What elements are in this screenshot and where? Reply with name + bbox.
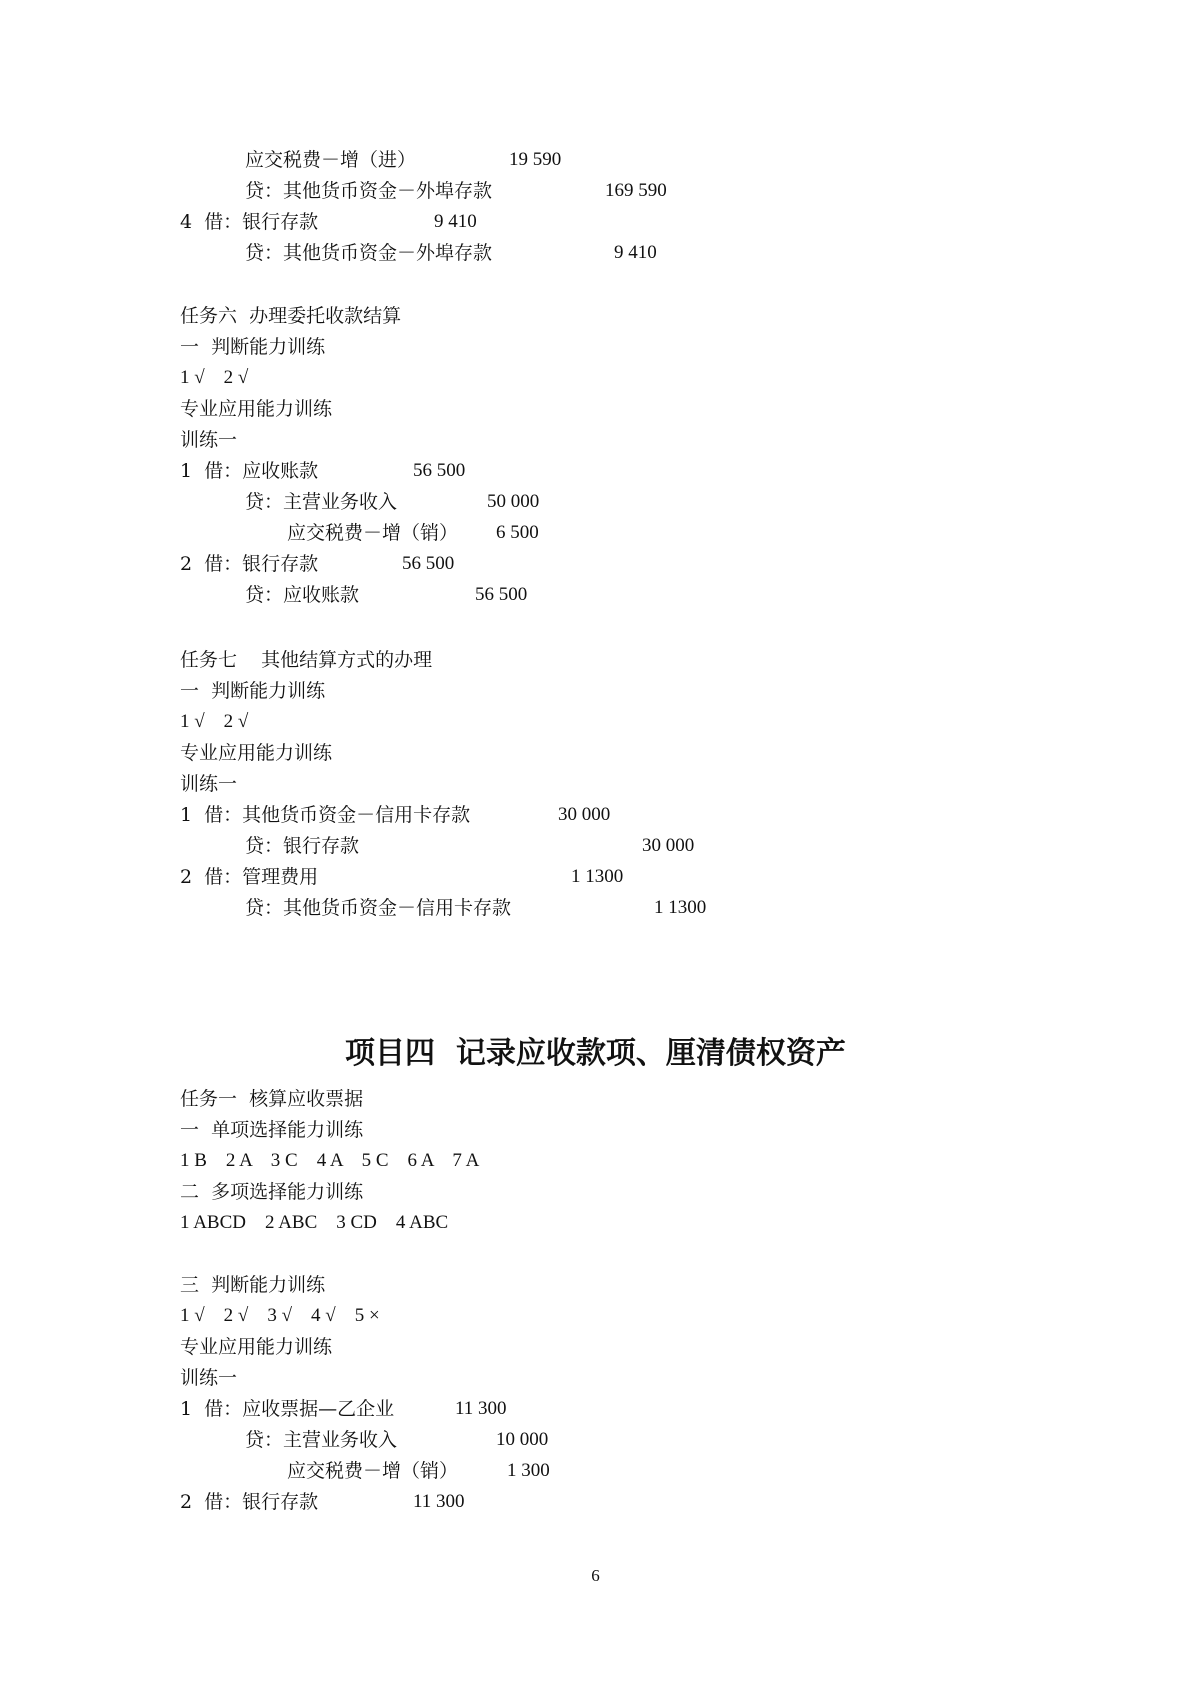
entry-line: 贷：主营业务收入: [245, 1429, 398, 1451]
section-heading: 一 单项选择能力训练: [180, 1119, 364, 1141]
entry-line: 应交税费－增（销）: [287, 522, 459, 544]
section-heading: 三 判断能力训练: [180, 1274, 326, 1296]
entry-line: 贷：其他货币资金－信用卡存款: [245, 897, 512, 919]
task-heading: 任务七 其他结算方式的办理: [180, 649, 433, 671]
entry-amount: 169 590: [605, 180, 667, 201]
entry-amount: 11 300: [455, 1398, 507, 1419]
entry-line: 贷：其他货币资金－外埠存款: [245, 242, 493, 264]
entry-amount: 56 500: [475, 584, 528, 605]
entry-line: 贷：银行存款: [245, 835, 360, 857]
section-heading: 专业应用能力训练: [180, 742, 333, 764]
entry-line: 2 借：管理费用: [180, 866, 319, 888]
entry-amount: 1 1300: [571, 866, 624, 887]
entry-amount: 50 000: [487, 491, 540, 512]
entry-amount: 19 590: [509, 149, 562, 170]
entry-amount: 6 500: [496, 522, 539, 543]
entry-line: 1 借：应收票据—乙企业: [180, 1398, 395, 1420]
exercise-heading: 训练一: [180, 429, 238, 451]
answer-line: 1 B 2 A 3 C 4 A 5 C 6 A 7 A: [180, 1150, 480, 1171]
entry-amount: 1 300: [507, 1460, 550, 1481]
project-title: 项目四 记录应收款项、厘清债权资产: [345, 1036, 846, 1071]
entry-line: 4 借：银行存款: [180, 211, 319, 233]
exercise-heading: 训练一: [180, 1367, 238, 1389]
entry-line: 贷：主营业务收入: [245, 491, 398, 513]
answer-line: 1 √ 2 √: [180, 711, 249, 732]
entry-line: 1 借：其他货币资金－信用卡存款: [180, 804, 471, 826]
task-heading: 任务一 核算应收票据: [180, 1088, 364, 1110]
section-heading: 二 多项选择能力训练: [180, 1181, 364, 1203]
entry-line: 贷：应收账款: [245, 584, 360, 606]
answer-line: 1 √ 2 √: [180, 367, 249, 388]
section-heading: 一 判断能力训练: [180, 680, 326, 702]
entry-line: 应交税费－增（进）: [245, 149, 417, 171]
answer-line: 1 ABCD 2 ABC 3 CD 4 ABC: [180, 1212, 449, 1233]
entry-line: 2 借：银行存款: [180, 553, 319, 575]
answer-line: 1 √ 2 √ 3 √ 4 √ 5 ×: [180, 1305, 380, 1326]
entry-amount: 30 000: [642, 835, 695, 856]
entry-amount: 11 300: [413, 1491, 465, 1512]
entry-line: 2 借：银行存款: [180, 1491, 319, 1513]
exercise-heading: 训练一: [180, 773, 238, 795]
section-heading: 一 判断能力训练: [180, 336, 326, 358]
entry-amount: 10 000: [496, 1429, 549, 1450]
entry-line: 贷：其他货币资金－外埠存款: [245, 180, 493, 202]
entry-amount: 56 500: [413, 460, 466, 481]
entry-amount: 9 410: [614, 242, 657, 263]
entry-amount: 30 000: [558, 804, 611, 825]
entry-line: 1 借：应收账款: [180, 460, 319, 482]
entry-line: 应交税费－增（销）: [287, 1460, 459, 1482]
task-heading: 任务六 办理委托收款结算: [180, 305, 402, 327]
page-number: 6: [591, 1566, 600, 1585]
entry-amount: 9 410: [434, 211, 477, 232]
section-heading: 专业应用能力训练: [180, 1336, 333, 1358]
section-heading: 专业应用能力训练: [180, 398, 333, 420]
entry-amount: 56 500: [402, 553, 455, 574]
entry-amount: 1 1300: [654, 897, 707, 918]
